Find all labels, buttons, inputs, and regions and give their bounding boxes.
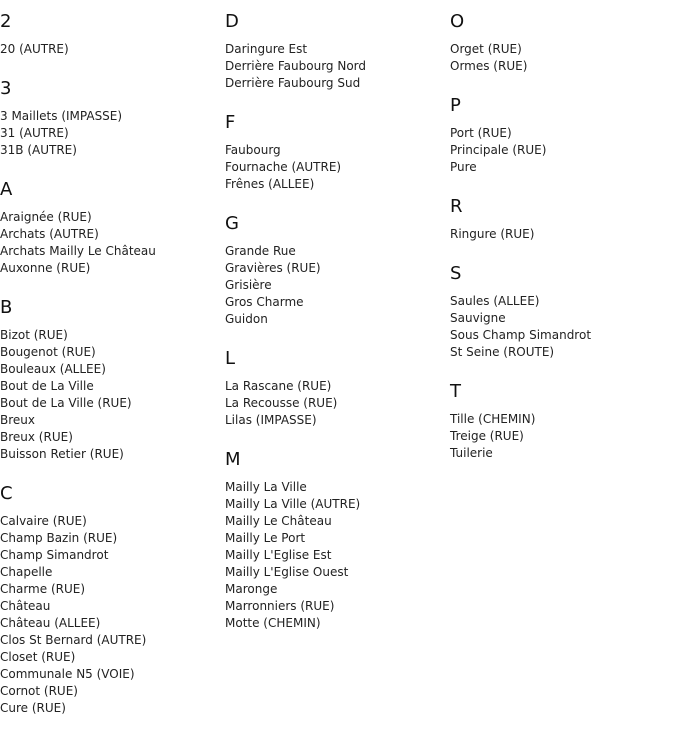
street-link[interactable]: Pure — [450, 160, 477, 174]
letter-heading: 2 — [0, 11, 12, 32]
street-link[interactable]: Sauvigne — [450, 311, 506, 325]
letter-heading: B — [0, 297, 13, 318]
street-list — [450, 293, 675, 361]
street-index-column-1 — [0, 0, 225, 737]
letter-heading: T — [450, 381, 461, 402]
street-list — [225, 378, 450, 429]
street-link[interactable]: Saules (ALLEE) — [450, 294, 540, 308]
street-link[interactable]: Buisson Retier (RUE) — [0, 447, 124, 461]
letter-section — [450, 11, 675, 75]
letter-heading: 3 — [0, 78, 12, 99]
street-link[interactable]: Calvaire (RUE) — [0, 514, 87, 528]
letter-heading: L — [225, 348, 236, 369]
street-link[interactable]: 31B (AUTRE) — [0, 143, 77, 157]
street-link[interactable]: Ormes (RUE) — [450, 59, 528, 73]
street-link[interactable]: Sous Champ Simandrot — [450, 328, 592, 342]
street-link[interactable]: Mailly La Ville (AUTRE) — [225, 497, 361, 511]
letter-heading: A — [0, 179, 13, 200]
street-list — [0, 41, 225, 58]
street-link[interactable]: Guidon — [225, 312, 268, 326]
letter-section — [0, 179, 225, 277]
letter-section — [0, 297, 225, 463]
letter-heading: M — [225, 449, 241, 470]
street-link[interactable]: Communale N5 (VOIE) — [0, 667, 135, 681]
street-link[interactable]: Mailly L'Eglise Ouest — [225, 565, 349, 579]
street-index-column-2 — [225, 0, 450, 652]
street-link[interactable]: Tuilerie — [450, 446, 493, 460]
letter-heading: G — [225, 213, 239, 234]
street-link[interactable]: Daringure Est — [225, 42, 308, 56]
street-link[interactable]: Bouleaux (ALLEE) — [0, 362, 106, 376]
street-link[interactable]: Cure (RUE) — [0, 701, 66, 715]
letter-heading: O — [450, 11, 465, 32]
street-link[interactable]: Charme (RUE) — [0, 582, 86, 596]
street-link[interactable]: Château — [0, 599, 51, 613]
street-link[interactable]: Motte (CHEMIN) — [225, 616, 321, 630]
street-link[interactable]: Grande Rue — [225, 244, 296, 258]
street-link[interactable]: Cornot (RUE) — [0, 684, 78, 698]
street-link[interactable]: Marronniers (RUE) — [225, 599, 335, 613]
street-list — [0, 209, 225, 277]
street-index-column-3 — [450, 0, 675, 482]
street-list — [225, 41, 450, 92]
street-link[interactable]: Archats Mailly Le Château — [0, 244, 156, 258]
street-link[interactable]: 31 (AUTRE) — [0, 126, 69, 140]
street-list — [0, 327, 225, 463]
street-link[interactable]: Mailly La Ville — [225, 480, 307, 494]
letter-section — [0, 78, 225, 159]
street-link[interactable]: Tille (CHEMIN) — [450, 412, 536, 426]
street-link[interactable]: Champ Simandrot — [0, 548, 109, 562]
street-link[interactable]: Archats (AUTRE) — [0, 227, 99, 241]
street-link[interactable]: Mailly Le Château — [225, 514, 332, 528]
letter-section — [225, 213, 450, 328]
street-list — [225, 479, 450, 632]
letter-section — [0, 483, 225, 717]
street-list — [450, 411, 675, 462]
street-link[interactable]: Principale (RUE) — [450, 143, 547, 157]
letter-section — [0, 11, 225, 58]
letter-heading: C — [0, 483, 13, 504]
street-link[interactable]: Gros Charme — [225, 295, 304, 309]
street-link[interactable]: Grisière — [225, 278, 272, 292]
street-link[interactable]: Maronge — [225, 582, 278, 596]
street-link[interactable]: Derrière Faubourg Nord — [225, 59, 366, 73]
street-list — [450, 41, 675, 75]
street-link[interactable]: 20 (AUTRE) — [0, 42, 69, 56]
letter-section — [450, 196, 675, 243]
letter-heading: F — [225, 112, 236, 133]
street-link[interactable]: La Rascane (RUE) — [225, 379, 332, 393]
street-link[interactable]: Derrière Faubourg Sud — [225, 76, 361, 90]
street-link[interactable]: Clos St Bernard (AUTRE) — [0, 633, 147, 647]
street-link[interactable]: Auxonne (RUE) — [0, 261, 91, 275]
letter-section — [225, 449, 450, 632]
street-list — [450, 226, 675, 243]
street-link[interactable]: Mailly Le Port — [225, 531, 306, 545]
letter-section — [225, 348, 450, 429]
street-link[interactable]: St Seine (ROUTE) — [450, 345, 555, 359]
letter-heading: R — [450, 196, 463, 217]
street-link[interactable]: Frênes (ALLEE) — [225, 177, 315, 191]
street-link[interactable]: Breux — [0, 413, 35, 427]
street-link[interactable]: Mailly L'Eglise Est — [225, 548, 332, 562]
letter-section — [225, 11, 450, 92]
letter-heading: S — [450, 263, 462, 284]
street-link[interactable]: La Recousse (RUE) — [225, 396, 338, 410]
letter-section — [450, 263, 675, 361]
letter-heading: D — [225, 11, 239, 32]
street-link[interactable]: Lilas (IMPASSE) — [225, 413, 317, 427]
street-list — [450, 125, 675, 176]
street-link[interactable]: Closet (RUE) — [0, 650, 76, 664]
letter-section — [225, 112, 450, 193]
street-link[interactable]: Bout de La Ville — [0, 379, 94, 393]
street-link[interactable]: Ringure (RUE) — [450, 227, 535, 241]
street-list — [225, 243, 450, 328]
street-link[interactable]: Araignée (RUE) — [0, 210, 92, 224]
street-link[interactable]: Fournache (AUTRE) — [225, 160, 342, 174]
letter-section — [450, 95, 675, 176]
street-link[interactable]: Bougenot (RUE) — [0, 345, 96, 359]
street-link[interactable]: Bout de La Ville (RUE) — [0, 396, 132, 410]
street-link[interactable]: Gravières (RUE) — [225, 261, 321, 275]
street-link[interactable]: Treige (RUE) — [450, 429, 524, 443]
letter-section — [450, 381, 675, 462]
street-link[interactable]: Bizot (RUE) — [0, 328, 68, 342]
street-link[interactable]: 3 Maillets (IMPASSE) — [0, 109, 123, 123]
street-list — [0, 108, 225, 159]
street-list — [0, 513, 225, 717]
street-link[interactable]: Faubourg — [225, 143, 281, 157]
street-link[interactable]: Breux (RUE) — [0, 430, 73, 444]
street-link[interactable]: Chapelle — [0, 565, 53, 579]
street-link[interactable]: Champ Bazin (RUE) — [0, 531, 118, 545]
street-link[interactable]: Port (RUE) — [450, 126, 512, 140]
street-link[interactable]: Orget (RUE) — [450, 42, 522, 56]
letter-heading: P — [450, 95, 461, 116]
street-link[interactable]: Château (ALLEE) — [0, 616, 101, 630]
street-list — [225, 142, 450, 193]
